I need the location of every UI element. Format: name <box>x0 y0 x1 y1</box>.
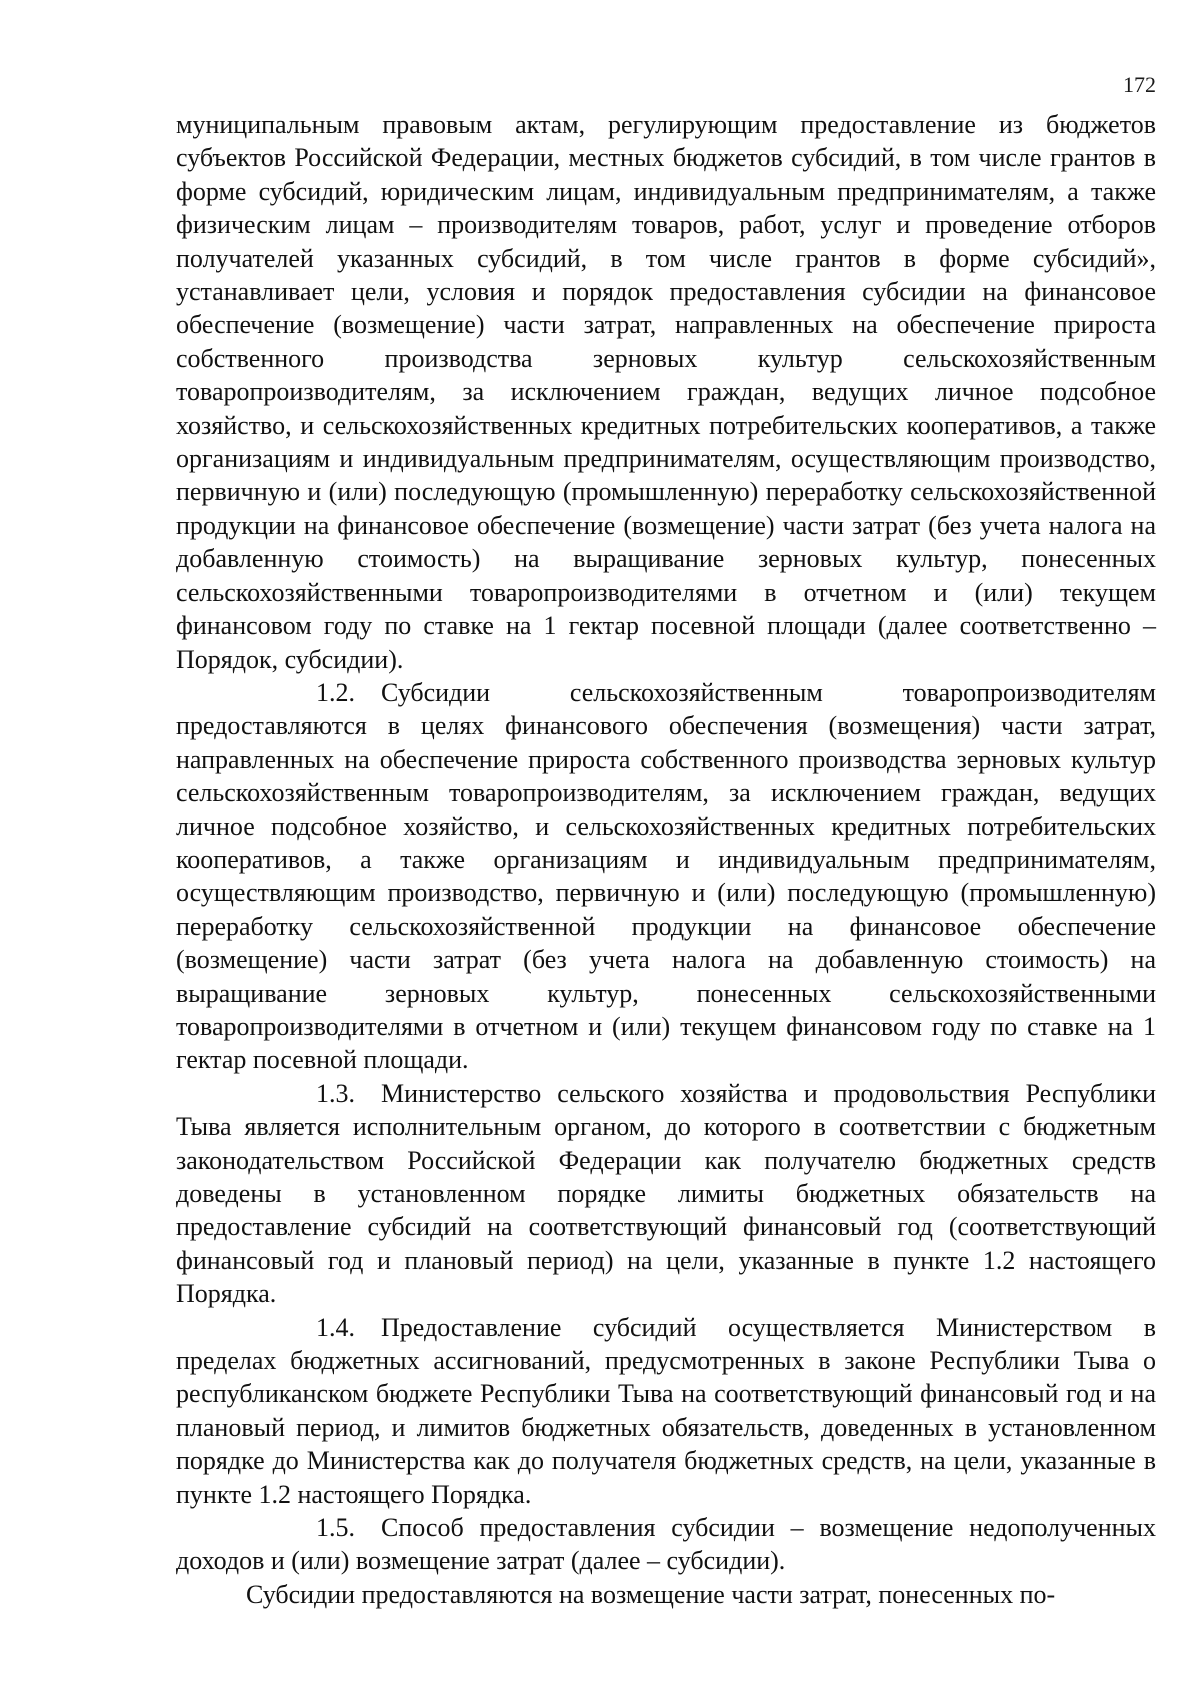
paragraph-1-5 <box>176 1511 1156 1578</box>
paragraph-number: 1.2. <box>316 677 355 707</box>
paragraph-text: муниципальным правовым актам, регулирующим предоставление из бюджетов субъектов Российской Федерации, местных бюджетов субсидий, в том числе грантов в форме субсидий, юридическим лицам, индивидуальным предпринимателям, а также физическим лицам – производителям товаров, работ, услуг и проведение отборов получателей указанных субсидий, в том числе грантов в форме субсидий», устанавливает цели, условия и порядок предоставления субсидии на финансовое обеспечение (возмещение) части затрат, направленных на обеспечение прироста собственного производства зерновых культур сельскохозяйственным товаропроизводителям, за исключением граждан, ведущих личное подсобное хозяйство, и сельскохозяйственных кредитных потребительских кооперативов, а также организациям и индивидуальным предпринимателям, осуществляющим производство, первичную и (или) последующую (промышленную) переработку сельскохозяйственной продукции на финансовое обеспечение (возмещение) части затрат (без учета налога на добавленную стоимость) на выращивание зерновых культур, понесенных сельскохозяйственными товаропроизводителями в отчетном и (или) текущем финансовом году по ставке на 1 гектар посевной площади (далее соответственно – Порядок, субсидии). <box>176 110 1156 674</box>
paragraph-number: 1.3. <box>316 1078 355 1108</box>
paragraph-text: Министерство сельского хозяйства и продовольствия Республики Тыва является исполнительным органом, до которого в соответствии с бюджетным законодательством Российской Федерации как получателю бюджетных средств доведены в установленном порядке лимиты бюджетных обязательств на предоставление субсидий на соответствующий финансовый год (соответствующий финансовый год и плановый период) на цели, указанные в пункте 1.2 настоящего Порядка. <box>176 1078 1156 1309</box>
paragraph-intro-continuation <box>176 108 1156 676</box>
document-body <box>176 108 1156 1611</box>
paragraph-number: 1.4. <box>316 1312 355 1342</box>
paragraph-number: 1.5. <box>316 1513 355 1543</box>
paragraph-text: Предоставление субсидий осуществляется Министерством в пределах бюджетных ассигнований, предусмотренных в законе Республики Тыва о республиканском бюджете Республики Тыва на соответствующий финансовый год и на плановый период, и лимитов бюджетных обязательств, доведенных в установленном порядке до Министерства как до получателя бюджетных средств, на цели, указанные в пункте 1.2 настоящего Порядка. <box>176 1312 1156 1509</box>
paragraph-1-3 <box>176 1077 1156 1311</box>
paragraph-1-2 <box>176 676 1156 1077</box>
paragraph-text: Субсидии предоставляются на возмещение части затрат, понесенных по- <box>246 1579 1056 1609</box>
paragraph-text: Субсидии сельскохозяйственным товаропроизводителям предоставляются в целях финансового обеспечения (возмещения) части затрат, направленных на обеспечение прироста собственного производства зерновых культур сельскохозяйственным товаропроизводителям, за исключением граждан, ведущих личное подсобное хозяйство, и сельскохозяйственных кредитных потребительских кооперативов, а также организациям и индивидуальным предпринимателям, осуществляющим производство, первичную и (или) последующую (промышленную) переработку сельскохозяйственной продукции на финансовое обеспечение (возмещение) части затрат (без учета налога на добавленную стоимость) на выращивание зерновых культур, понесенных сельскохозяйственными товаропроизводителями в отчетном и (или) текущем финансовом году по ставке на 1 гектар посевной площади. <box>176 677 1156 1075</box>
page-number: 172 <box>1123 72 1156 97</box>
paragraph-text: Способ предоставления субсидии – возмещение недополученных доходов и (или) возмещение затрат (далее – субсидии). <box>176 1513 1156 1576</box>
paragraph-subsidies <box>176 1578 1156 1611</box>
paragraph-1-4 <box>176 1311 1156 1511</box>
